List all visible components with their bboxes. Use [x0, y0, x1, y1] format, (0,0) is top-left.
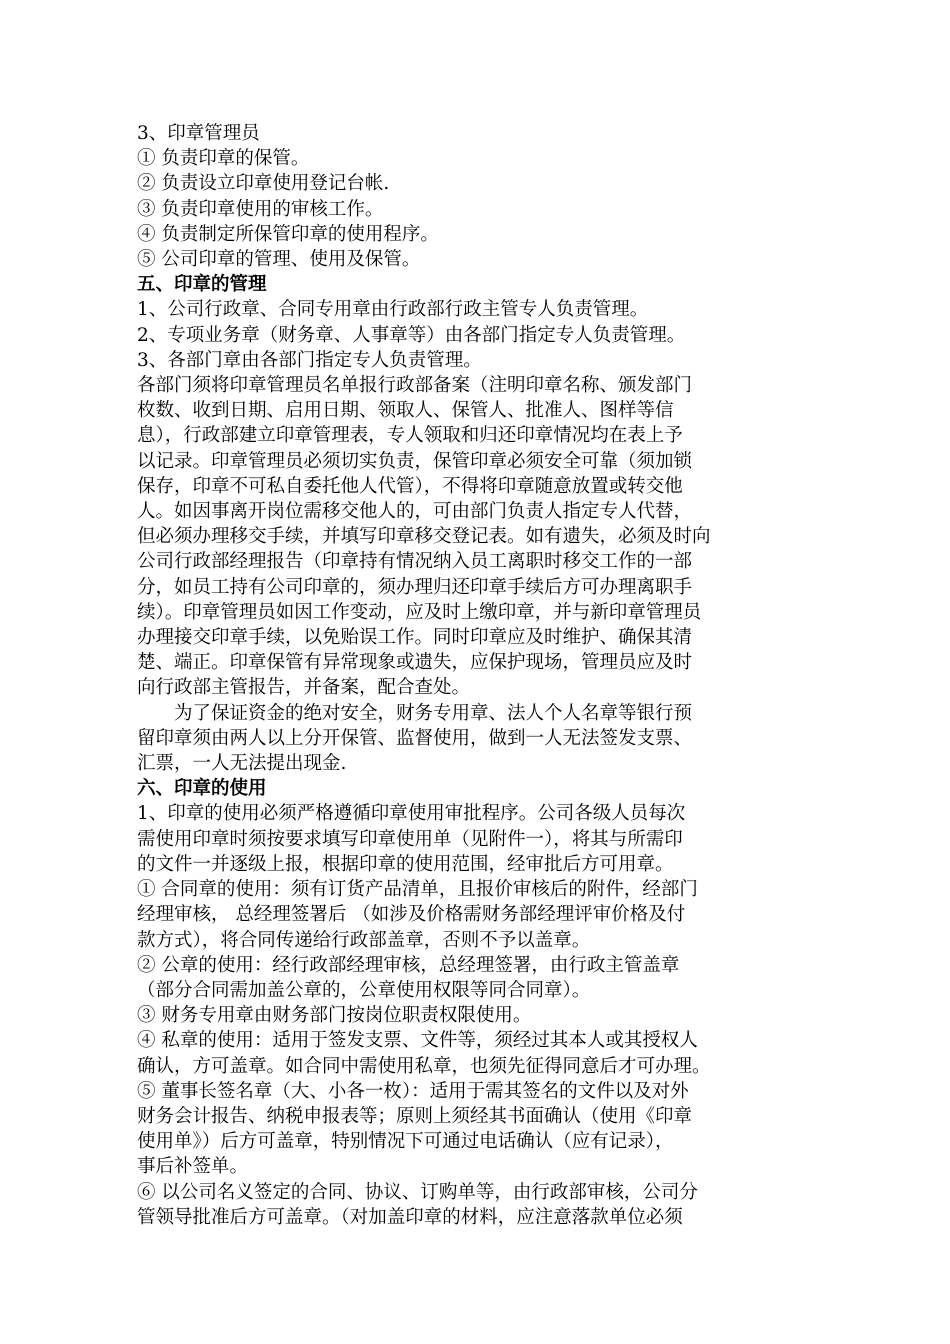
list-item: 3、各部门章由各部门指定专人负责管理。	[137, 349, 482, 371]
paragraph-line: 公司行政部经理报告（印章持有情况纳入员工离职时移交工作的一部	[137, 551, 693, 573]
paragraph-line: ⑤ 董事长签名章（大、小各一枚）：适用于需其签名的文件以及对外	[137, 1080, 689, 1102]
paragraph-line: 续）。印章管理员如因工作变动，应及时上缴印章，并与新印章管理员	[137, 601, 702, 623]
paragraph-line: ② 公章的使用：经行政部经理审核，总经理签署，由行政主管盖章	[137, 954, 680, 976]
paragraph-seal-custody	[137, 373, 817, 701]
paragraph-line: 息），行政部建立印章管理表，专人领取和归还印章情况均在表上予	[137, 425, 683, 447]
paragraph-line: 分，如员工持有公司印章的，须办理归还印章手续后方可办理离职手	[137, 576, 693, 598]
subsection-title: 3、印章管理员	[137, 123, 260, 144]
list-item: ⑤ 公司印章的管理、使用及保管。	[137, 249, 421, 271]
paragraph-line: 需使用印章时须按要求填写印章使用单（见附件一），将其与所需印	[137, 828, 683, 850]
paragraph-line: 使用单》）后方可盖章，特别情况下可通过电话确认（应有记录），	[137, 1131, 674, 1153]
paragraph-line: ③ 财务专用章由财务部门按岗位职责权限使用。	[137, 1005, 532, 1027]
paragraph-fund-safety	[137, 701, 817, 777]
list-item: ④ 负责制定所保管印章的使用程序。	[137, 223, 439, 245]
section-6-body	[137, 801, 817, 1229]
document-body	[137, 121, 817, 1230]
paragraph-line: 枚数、收到日期、启用日期、领取人、保管人、批准人、图样等信	[137, 400, 674, 422]
paragraph-line: （部分合同需加盖公章的，公章使用权限等同合同章）。	[137, 979, 591, 1001]
paragraph-line: 事后补签单。	[137, 1156, 249, 1178]
paragraph-line: ① 合同章的使用：须有订货产品清单，且报价审核后的附件，经部门	[137, 879, 698, 901]
paragraph-line: 保存，印章不可私自委托他人代管），不得将印章随意放置或转交他	[137, 475, 683, 497]
paragraph-line: 向行政部主管报告，并备案，配合查处。	[137, 677, 471, 699]
list-item: 1、公司行政章、合同专用章由行政部行政主管专人负责管理。	[137, 299, 649, 321]
paragraph-line: 各部门须将印章管理员名单报行政部备案（注明印章名称、颁发部门	[137, 375, 693, 397]
paragraph-line: 确认，方可盖章。如合同中需使用私章，也须先征得同意后才可办理。	[137, 1055, 711, 1077]
paragraph-line: ⑥ 以公司名义签定的合同、协议、订购单等，由行政部审核，公司分	[137, 1181, 698, 1203]
paragraph-line: ④ 私章的使用：适用于签发支票、文件等，须经过其本人或其授权人	[137, 1030, 698, 1052]
section-heading-5: 五、印章的管理	[137, 274, 267, 296]
list-item: 2、专项业务章（财务章、人事章等）由各部门指定专人负责管理。	[137, 324, 686, 346]
paragraph-line: 财务会计报告、纳税申报表等；原则上须经其书面确认（使用《印章	[137, 1105, 693, 1127]
paragraph-line: 办理接交印章手续，以免贻误工作。同时印章应及时维护、确保其清	[137, 627, 693, 649]
list-item: ③ 负责印章使用的审核工作。	[137, 198, 384, 220]
paragraph-line: 留印章须由两人以上分开保管、监督使用，做到一人无法签发支票、	[137, 727, 693, 749]
paragraph-line: 以记录。印章管理员必须切实负责，保管印章必须安全可靠（须加锁	[137, 450, 693, 472]
paragraph-line: 1、印章的使用必须严格遵循印章使用审批程序。公司各级人员每次	[137, 803, 686, 825]
paragraph-line: 款方式），将合同传递给行政部盖章，否则不予以盖章。	[137, 929, 591, 951]
paragraph-line: 为了保证资金的绝对安全，财务专用章、法人个人名章等银行预	[174, 702, 693, 724]
paragraph-line: 经理审核， 总经理签署后 （如涉及价格需财务部经理评审价格及付	[137, 904, 686, 926]
section-heading-6: 六、印章的使用	[137, 778, 267, 800]
paragraph-line: 汇票，一人无法提出现金.	[137, 753, 347, 775]
paragraph-line: 管领导批准后方可盖章。（对加盖印章的材料，应注意落款单位必须	[137, 1206, 683, 1228]
paragraph-line: 的文件一并逐级上报，根据印章的使用范围，经审批后方可用章。	[137, 853, 674, 875]
paragraph-line: 楚、端正。印章保管有异常现象或遗失，应保护现场，管理员应及时	[137, 652, 693, 674]
list-item: ① 负责印章的保管。	[137, 148, 310, 170]
paragraph-line: 人。如因事离开岗位需移交他人的，可由部门负责人指定专人代替，	[137, 501, 693, 523]
list-item: ② 负责设立印章使用登记台帐.	[137, 173, 390, 195]
paragraph-line: 但必须办理移交手续，并填写印章移交登记表。如有遗失，必须及时向	[137, 526, 711, 548]
